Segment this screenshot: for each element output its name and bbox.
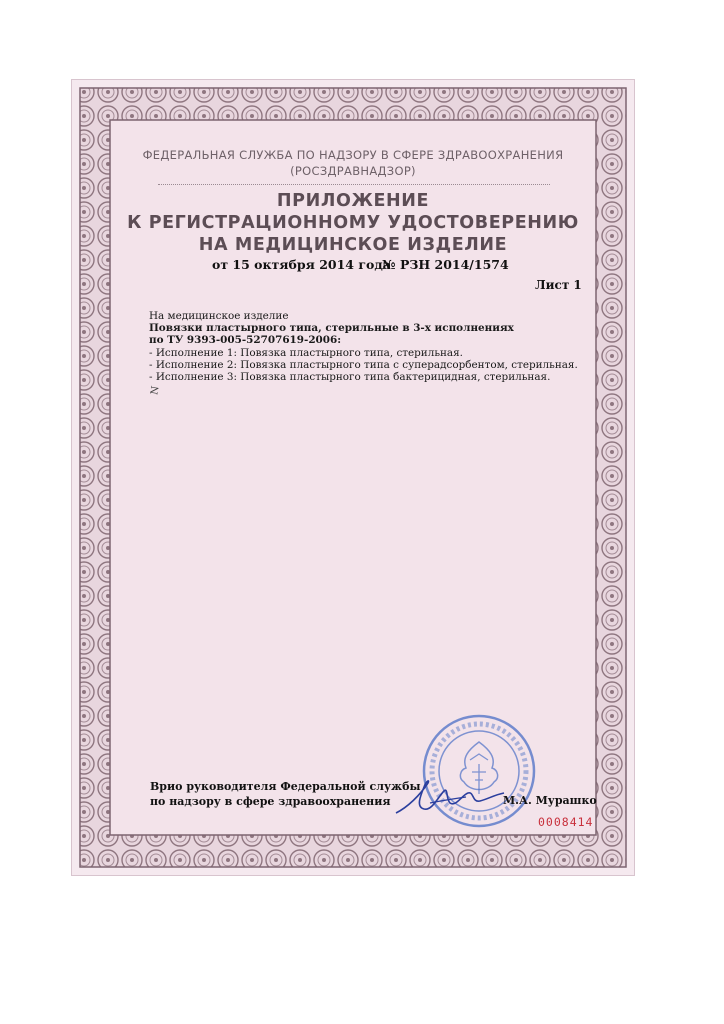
agency-name: ФЕДЕРАЛЬНАЯ СЛУЖБА ПО НАДЗОРУ В СФЕРЕ ЗДРАВООХРАНЕНИЯ — [142, 148, 564, 162]
product-specification: по ТУ 9393-005-52707619-2006: — [149, 334, 342, 347]
serial-number: 0008414 — [538, 815, 594, 829]
certificate-sheet — [72, 80, 634, 875]
variant-item: - Исполнение 1: Повязка пластырного типа, стерильная. — [149, 346, 463, 359]
registration-number: № РЗН 2014/1574 — [382, 257, 509, 272]
document-title-line1: ПРИЛОЖЕНИЕ — [276, 191, 430, 211]
signatory-position — [150, 780, 420, 809]
agency-abbreviation: (РОСЗДРАВНАДЗОР) — [290, 164, 416, 178]
document-title-line2: К РЕГИСТРАЦИОННОМУ УДОСТОВЕРЕНИЮ — [127, 213, 579, 233]
issue-date: от 15 октября 2014 года — [212, 257, 391, 272]
position-line2: по надзору в сфере здравоохранения — [150, 794, 391, 808]
handwritten-mark: N — [149, 385, 162, 396]
product-name: Повязки пластырного типа, стерильные в 3-х исполнениях — [149, 322, 514, 335]
variant-item: - Исполнение 2: Повязка пластырного типа с суперадсорбентом, стерильная. — [149, 358, 578, 371]
header-divider — [158, 184, 550, 185]
document-title-line3: НА МЕДИЦИНСКОЕ ИЗДЕЛИЕ — [198, 235, 508, 255]
variant-item: - Исполнение 3: Повязка пластырного типа бактерицидная, стерильная. — [149, 371, 551, 384]
device-description — [149, 310, 609, 383]
position-line1: Врио руководителя Федеральной службы — [150, 780, 421, 793]
signatory-name: М.А. Мурашко — [503, 794, 597, 807]
intro-text: На медицинское изделие — [149, 310, 289, 322]
sheet-number: Лист 1 — [535, 278, 582, 292]
